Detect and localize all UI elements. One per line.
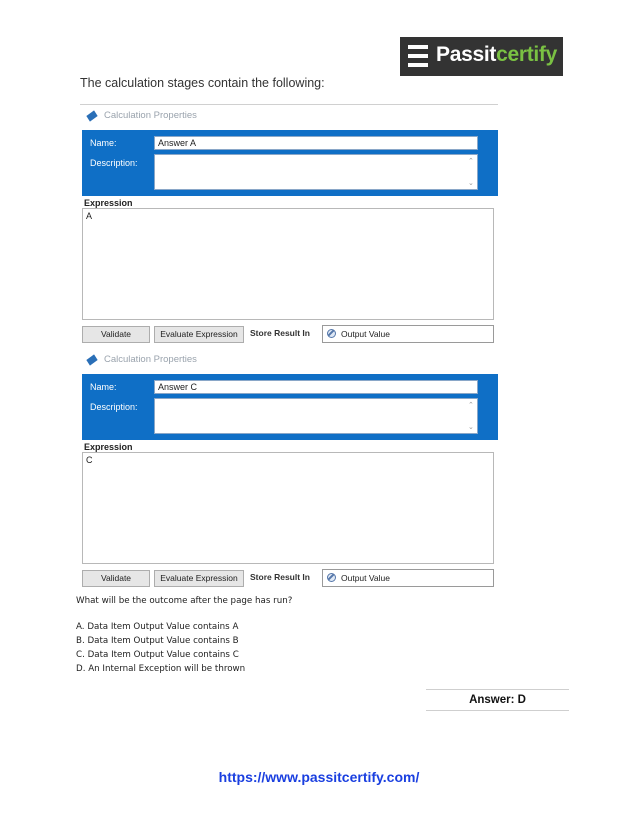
description-label: Description:	[90, 158, 138, 168]
chevron-down-icon: ⌄	[468, 180, 474, 187]
calculation-properties-panel-c: Calculation Properties Name: Answer C Description: ⌃ ⌄ Expression C Validate Evaluate Expression Store Result In Output Value	[80, 352, 500, 592]
description-field[interactable]	[154, 398, 478, 434]
expression-label: Expression	[84, 442, 133, 452]
validate-button[interactable]: Validate	[82, 326, 150, 343]
option-d: D. An Internal Exception will be thrown	[76, 664, 246, 674]
passitcertify-logo	[400, 37, 563, 76]
menu-icon	[408, 45, 428, 67]
data-item-icon	[327, 329, 336, 338]
expression-label: Expression	[84, 198, 133, 208]
description-scrollbar[interactable]	[467, 157, 476, 187]
store-result-field[interactable]: Output Value	[322, 325, 494, 343]
properties-header	[82, 130, 498, 196]
option-b: B. Data Item Output Value contains B	[76, 636, 239, 646]
description-label: Description:	[90, 402, 138, 412]
description-field[interactable]	[154, 154, 478, 190]
site-url-link[interactable]: https://www.passitcertify.com/	[218, 769, 420, 785]
chevron-up-icon: ⌃	[468, 402, 474, 409]
calculation-properties-panel-a: Calculation Properties Name: Answer A Description: ⌃ ⌄ Expression A Validate Evaluate Expression Store Result In Output Value	[80, 108, 500, 348]
option-c: C. Data Item Output Value contains C	[76, 650, 239, 660]
name-label: Name:	[90, 138, 117, 148]
option-a: A. Data Item Output Value contains A	[76, 622, 239, 632]
name-label: Name:	[90, 382, 117, 392]
evaluate-expression-button[interactable]: Evaluate Expression	[154, 326, 244, 343]
store-result-label: Store Result In	[250, 328, 310, 338]
evaluate-expression-button[interactable]: Evaluate Expression	[154, 570, 244, 587]
expression-field[interactable]: C	[82, 452, 494, 564]
calculation-icon	[86, 354, 97, 365]
name-field[interactable]: Answer A	[154, 136, 478, 150]
question-text: What will be the outcome after the page has run?	[76, 596, 293, 606]
chevron-down-icon: ⌄	[468, 424, 474, 431]
intro-text: The calculation stages contain the following:	[80, 76, 325, 90]
store-result-field[interactable]: Output Value	[322, 569, 494, 587]
data-item-icon	[327, 573, 336, 582]
divider	[80, 104, 498, 105]
answer-box: Answer: D	[426, 689, 569, 711]
store-result-label: Store Result In	[250, 572, 310, 582]
calculation-icon	[86, 110, 97, 121]
validate-button[interactable]: Validate	[82, 570, 150, 587]
expression-field[interactable]: A	[82, 208, 494, 320]
description-scrollbar[interactable]	[467, 401, 476, 431]
properties-header	[82, 374, 498, 440]
name-field[interactable]: Answer C	[154, 380, 478, 394]
logo-text: Passitcertify	[436, 43, 558, 66]
chevron-up-icon: ⌃	[468, 158, 474, 165]
